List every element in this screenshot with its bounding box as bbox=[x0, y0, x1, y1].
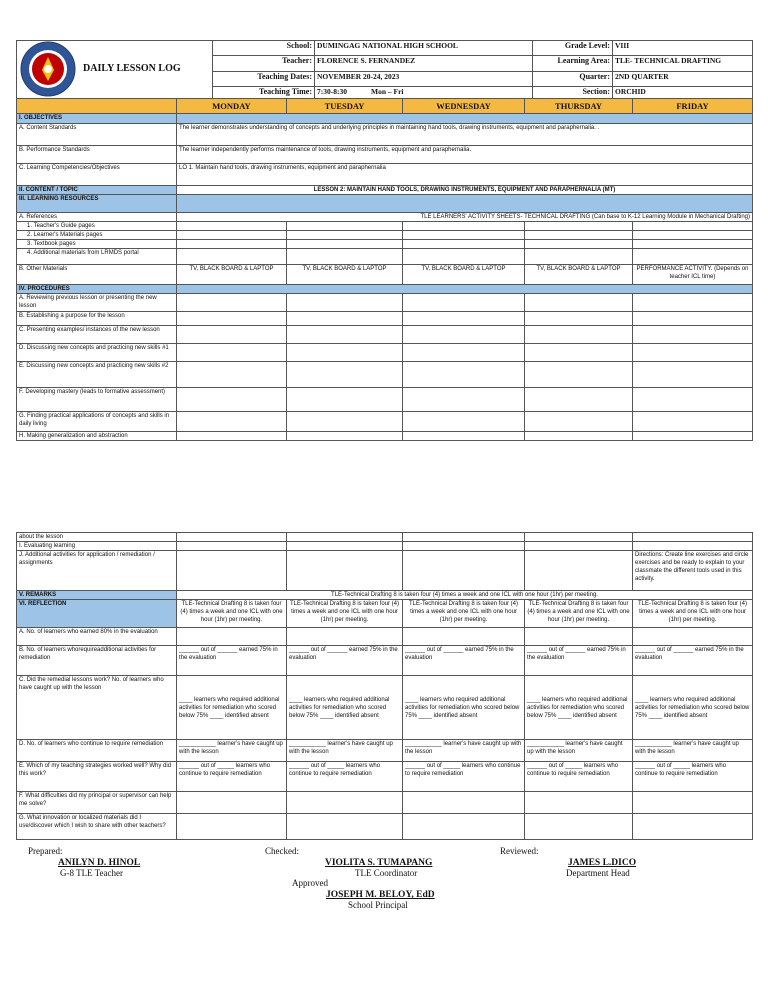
approved-block bbox=[292, 878, 435, 910]
reflection-c-mon: ____ learners who required additional activities for remediation who scored below 75% ____ identified absent bbox=[177, 676, 287, 740]
references-text: TLE LEARNERS' ACTIVITY SHEETS- TECHNICAL DRAFTING (Can base to K-12 Learning Module in Mechanical Drafting) bbox=[177, 213, 753, 222]
reflection-b-fri: ______ out of ______ earned 75% in the evaluation bbox=[633, 646, 753, 676]
reviewed-name: JAMES L.DICO bbox=[568, 858, 637, 868]
reflection-b: B. No. of learners whorequireadditional activities for remediation bbox=[17, 646, 177, 676]
reflection-b-thu: ______ out of ______ earned 75% in the evaluation bbox=[525, 646, 633, 676]
reflection-c-tue: ____ learners who required additional activities for remediation who scored below 75% ____ identified absent bbox=[287, 676, 403, 740]
teachers-guide-label: 1. Teacher's Guide pages bbox=[17, 222, 177, 231]
grade-label: Grade Level: bbox=[533, 41, 613, 56]
reflection-c: C. Did the remedial lessons work? No. of learners who have caught up with the lesson bbox=[17, 676, 177, 740]
procedure-a: A. Reviewing previous lesson or presenting the new lesson bbox=[17, 294, 177, 312]
lrmds-label: 4. Additional materials from LRMDS portal bbox=[17, 249, 177, 265]
other-materials-thu: TV, BLACK BOARD & LAPTOP bbox=[525, 265, 633, 285]
lesson-title: LESSON 2: MAINTAIN HAND TOOLS, DRAWING INSTRUMENTS, EQUIPMENT AND PARAPHERNALIA (MT) bbox=[177, 186, 753, 195]
reflection-d: D. No. of learners who continue to require remediation bbox=[17, 740, 177, 762]
reflection-e-mon: ______ out of _____ learners who continue to require remediation bbox=[177, 762, 287, 792]
performance-standards-text: The learner independently performs maintenance of tools, drawing instruments, equipment and paraphernalia. bbox=[177, 146, 753, 164]
procedure-g: G. Finding practical applications of concepts and skills in daily living bbox=[17, 412, 177, 432]
resources-band bbox=[177, 195, 753, 213]
deped-seal-icon bbox=[19, 41, 77, 99]
time-label: Teaching Time: bbox=[213, 86, 315, 101]
reflection-d-fri: ___________ learner's have caught up with the lesson bbox=[633, 740, 753, 762]
procedure-e: E. Discussing new concepts and practicing new skills #2 bbox=[17, 362, 177, 388]
other-materials-fri: PERFORMANCE ACTIVITY. (Depends on teacher ICL time) bbox=[633, 265, 753, 285]
reflection-wed: TLE-Technical Drafting 8 is taken four (4) times a week and one ICL with one hour (1hr) per meeting. bbox=[403, 600, 525, 628]
dates-label: Teaching Dates: bbox=[213, 71, 315, 86]
day-header-friday: FRIDAY bbox=[633, 99, 753, 114]
content-topic-heading: II. CONTENT / TOPIC bbox=[17, 186, 177, 195]
procedure-h-cont: about the lesson bbox=[17, 533, 177, 542]
reflection-heading: VI. REFLECTION bbox=[17, 600, 177, 628]
other-materials-tue: TV, BLACK BOARD & LAPTOP bbox=[287, 265, 403, 285]
reflection-tue: TLE-Technical Drafting 8 is taken four (4) times a week and one ICL with one hour (1hr) per meeting. bbox=[287, 600, 403, 628]
section-label: Section: bbox=[533, 86, 613, 101]
prepared-label: Prepared: bbox=[28, 846, 63, 856]
textbook-pages-label: 3. Textbook pages bbox=[17, 240, 177, 249]
procedure-c: C. Presenting examples/ instances of the new lesson bbox=[17, 326, 177, 344]
reflection-e-tue: ______ out of _____ learners who continue to require remediation bbox=[287, 762, 403, 792]
reviewed-block bbox=[500, 846, 636, 878]
page-title: DAILY LESSON LOG bbox=[83, 63, 181, 74]
objectives-heading: I. OBJECTIVES bbox=[17, 114, 177, 124]
procedure-j: J. Additional activities for application / remediation / assignments bbox=[17, 551, 177, 591]
objectives-band bbox=[177, 114, 753, 124]
teacher-label: Teacher: bbox=[213, 56, 315, 71]
competencies-text: LO 1. Maintain hand tools, drawing instruments, equipment and paraphernalia bbox=[177, 164, 753, 186]
remarks-text: TLE-Technical Drafting 8 is taken four (4) times a week and one ICL with one hour (1hr) per meeting. bbox=[177, 591, 753, 600]
procedure-d: D. Discussing new concepts and practicing new skills #1 bbox=[17, 344, 177, 362]
reflection-c-wed: ____ learners who required additional activities for remediation who scored below 75% ____ identified absent bbox=[403, 676, 525, 740]
prepared-name: ANILYN D. HINOL bbox=[58, 858, 141, 868]
time-text: 7:30-8:30 bbox=[317, 86, 347, 96]
reflection-d-mon: ___________ learner's have caught up with the lesson bbox=[177, 740, 287, 762]
procedures-band bbox=[177, 285, 753, 294]
reflection-d-wed: ___________ learner's have caught up with the lesson bbox=[403, 740, 525, 762]
reflection-e-wed: ______ out of _____ learners who continue to require remediation bbox=[403, 762, 525, 792]
performance-standards-label: B. Performance Standards bbox=[17, 146, 177, 164]
day-header-monday: MONDAY bbox=[177, 99, 287, 114]
area-label: Learning Area: bbox=[533, 56, 613, 71]
dates-value: NOVEMBER 20-24, 2023 bbox=[315, 71, 533, 86]
content-standards-label: A. Content Standards bbox=[17, 124, 177, 146]
section-value: ORCHID bbox=[613, 86, 753, 101]
reflection-d-tue: ___________ learner's have caught up with the lesson bbox=[287, 740, 403, 762]
checked-name: VIOLITA S. TUMAPANG bbox=[325, 858, 433, 868]
quarter-value: 2ND QUARTER bbox=[613, 71, 753, 86]
learners-materials-label: 2. Learner's Materials pages bbox=[17, 231, 177, 240]
grade-value: VIII bbox=[613, 41, 753, 56]
learning-resources-heading: III. LEARNING RESOURCES bbox=[17, 195, 177, 213]
teacher-value: FLORENCE S. FERNANDEZ bbox=[315, 56, 533, 71]
header-table bbox=[16, 40, 753, 102]
competencies-label: C. Learning Competencies/Objectives bbox=[17, 164, 177, 186]
reviewed-role: Department Head bbox=[566, 868, 630, 878]
school-label: School: bbox=[213, 41, 315, 56]
checked-label: Checked: bbox=[265, 846, 299, 856]
reflection-e-thu: ______ out of _____ learners who continue to require remediation bbox=[525, 762, 633, 792]
reflection-thu: TLE-Technical Drafting 8 is taken four (4) times a week and one ICL with one hour (1hr) per meeting. bbox=[525, 600, 633, 628]
reflection-a: A. No. of learners who earned 80% in the evaluation bbox=[17, 628, 177, 646]
procedures-heading: IV. PROCEDURES bbox=[17, 285, 177, 294]
reflection-c-fri: ____ learners who required additional activities for remediation who scored below 75% ____ identified absent bbox=[633, 676, 753, 740]
prepared-block bbox=[28, 846, 140, 878]
reviewed-label: Reviewed: bbox=[500, 846, 539, 856]
procedure-i: I. Evaluating learning bbox=[17, 542, 177, 551]
area-value: TLE- TECHNICAL DRAFTING bbox=[613, 56, 753, 71]
reflection-b-wed: ______ out of ______ earned 75% in the evaluation bbox=[403, 646, 525, 676]
procedure-f: F. Developing mastery (leads to formative assessment) bbox=[17, 388, 177, 412]
lesson-table-bottom bbox=[16, 532, 753, 840]
reflection-b-mon: ______ out of ______ earned 75% in the evaluation bbox=[177, 646, 287, 676]
reflection-c-thu: ____ learners who required additional activities for remediation who scored below 75% ____ identified absent bbox=[525, 676, 633, 740]
reflection-f: F. What difficulties did my principal or supervisor can help me solve? bbox=[17, 792, 177, 814]
references-label: A. References bbox=[17, 213, 177, 222]
lesson-table-top bbox=[16, 98, 753, 441]
other-materials-wed: TV, BLACK BOARD & LAPTOP bbox=[403, 265, 525, 285]
checked-role: TLE Coordinator bbox=[355, 868, 418, 878]
procedure-h: H. Making generalization and abstraction bbox=[17, 432, 177, 441]
day-header-tuesday: TUESDAY bbox=[287, 99, 403, 114]
day-header-thursday: THURSDAY bbox=[525, 99, 633, 114]
content-standards-text: The learner demonstrates understanding of concepts and underlying principles in maintaining hand tools, drawing instruments, equipment and paraphernalia. . bbox=[177, 124, 753, 146]
reflection-b-tue: ______ out of ______ earned 75% in the evaluation bbox=[287, 646, 403, 676]
reflection-g: G. What innovation or localized materials did I use/discover which I wish to share with other teachers? bbox=[17, 814, 177, 840]
remarks-heading: V. REMARKS bbox=[17, 591, 177, 600]
day-header-wednesday: WEDNESDAY bbox=[403, 99, 525, 114]
approved-label: Approved bbox=[292, 878, 328, 888]
other-materials-mon: TV, BLACK BOARD & LAPTOP bbox=[177, 265, 287, 285]
reflection-mon: TLE-Technical Drafting 8 is taken four (4) times a week and one ICL with one hour (1hr) per meeting. bbox=[177, 600, 287, 628]
header-logo-cell bbox=[17, 41, 213, 102]
school-value: DUMINGAG NATIONAL HIGH SCHOOL bbox=[315, 41, 533, 56]
quarter-label: Quarter: bbox=[533, 71, 613, 86]
other-materials-label: B. Other Materials bbox=[17, 265, 177, 285]
reflection-e: E. Which of my teaching strategies worked well? Why did this work? bbox=[17, 762, 177, 792]
procedure-j-friday: Directions: Create line exercises and circle exercises and be ready to explain to your classmate the different tools used in this activity. bbox=[633, 551, 753, 591]
day-header-blank bbox=[17, 99, 177, 114]
reflection-e-fri: ______ out of _____ learners who continue to require remediation bbox=[633, 762, 753, 792]
reflection-fri: TLE-Technical Drafting 8 is taken four (4) times a week and one ICL with one hour (1hr) per meeting. bbox=[633, 600, 753, 628]
approved-name: JOSEPH M. BELOY, EdD bbox=[326, 890, 435, 900]
days-text: Mon – Fri bbox=[371, 86, 404, 96]
reflection-d-thu: ___________ learner's have caught up with the lesson bbox=[525, 740, 633, 762]
approved-role: School Principal bbox=[348, 900, 408, 910]
prepared-role: G-8 TLE Teacher bbox=[60, 868, 124, 878]
checked-block bbox=[265, 846, 432, 878]
procedure-b: B. Establishing a purpose for the lesson bbox=[17, 312, 177, 326]
